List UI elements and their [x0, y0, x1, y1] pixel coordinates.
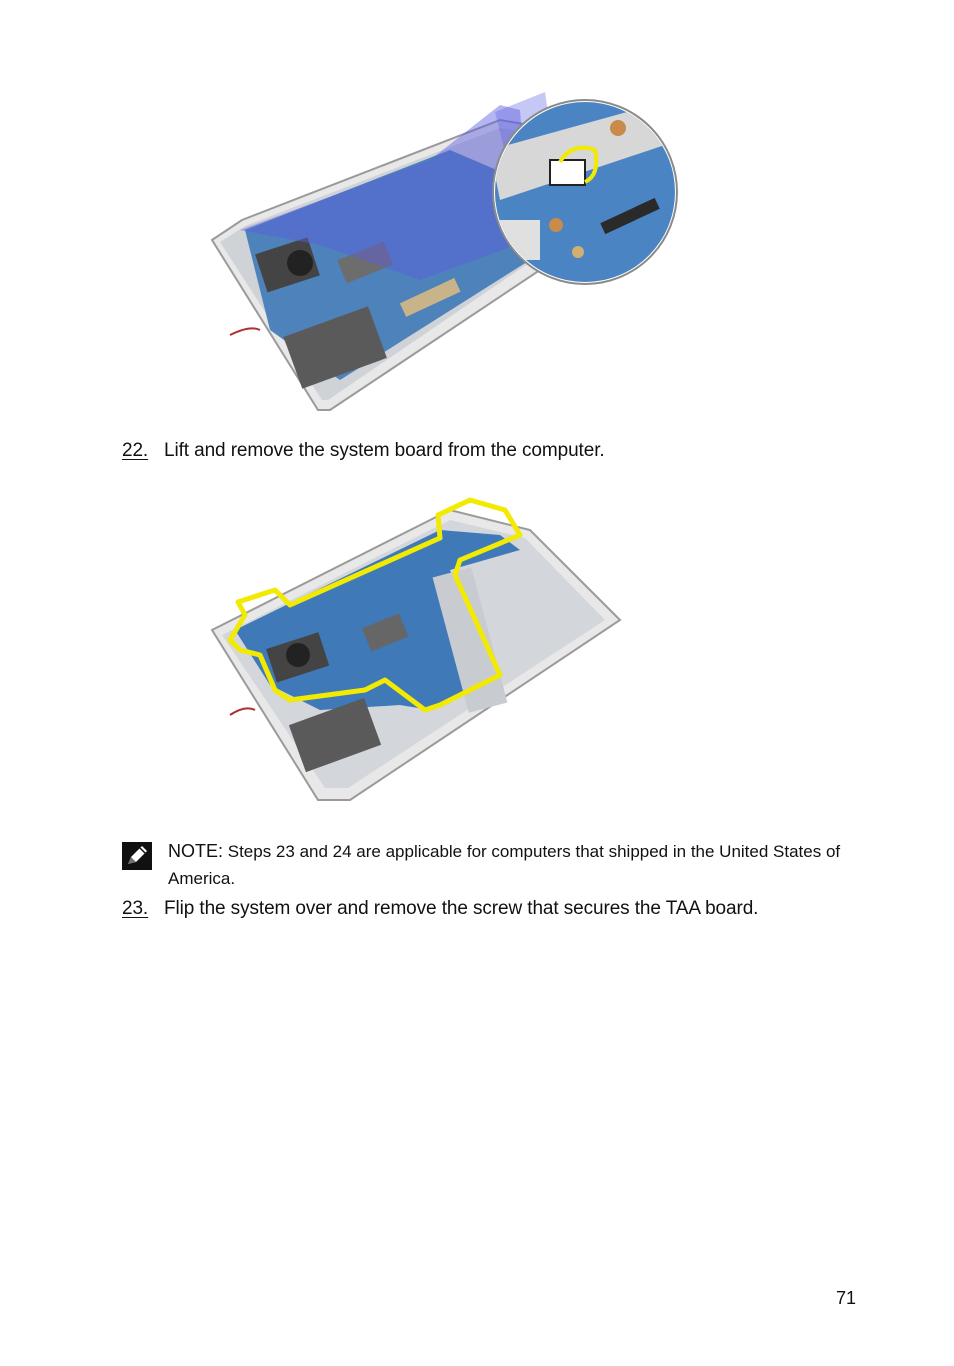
system-board-illustration — [200, 490, 630, 805]
figure-system-board-outline — [200, 490, 630, 805]
step-text: Flip the system over and remove the screw that secures the TAA board. — [164, 898, 759, 919]
figure-system-board-cable-callout — [200, 80, 690, 415]
step-number: 23. — [122, 898, 149, 919]
step-22 — [122, 440, 605, 462]
laptop-base-illustration — [200, 80, 690, 415]
page-number: 71 — [836, 1288, 857, 1308]
step-number: 22. — [122, 440, 149, 461]
note-text — [168, 838, 848, 892]
note-pencil-icon — [122, 842, 152, 870]
note-body: Steps 23 and 24 are applicable for computers that shipped in the United States of America. — [168, 842, 841, 888]
note-label: NOTE: — [168, 841, 224, 861]
step-text: Lift and remove the system board from the computer. — [164, 440, 605, 461]
step-23 — [122, 898, 758, 920]
